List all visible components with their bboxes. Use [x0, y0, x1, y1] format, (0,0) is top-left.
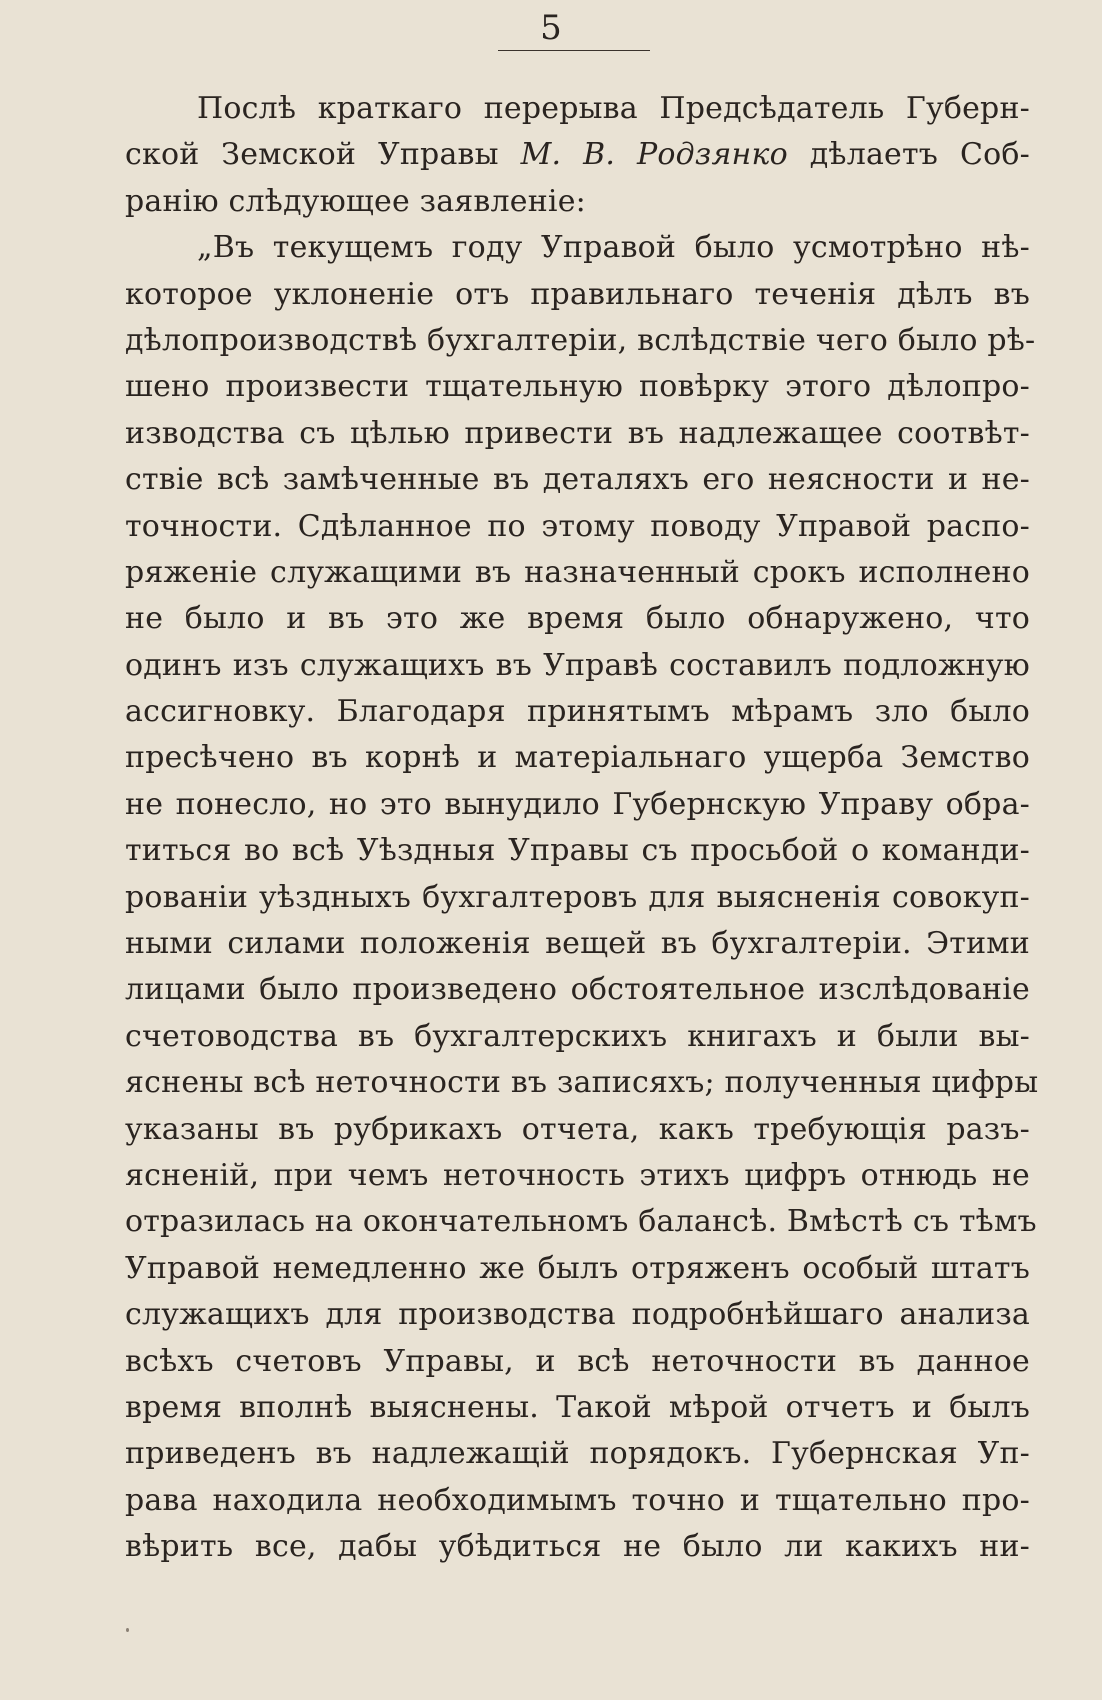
- text-line: Послѣ краткаго перерыва Предсѣдатель Губерн-: [197, 91, 1030, 126]
- text-line: которое уклоненіе отъ правильнаго теченія дѣлъ въ: [125, 276, 1030, 312]
- text-line: ранію слѣдующее заявленіе:: [125, 183, 586, 219]
- page-number-rule: [498, 50, 650, 51]
- text-line: служащихъ для производства подробнѣйшаго анализа: [125, 1297, 1030, 1333]
- text-fragment: дѣлаетъ Соб-: [809, 137, 1030, 173]
- text-line: не было и въ это же время было обнаружено, что: [125, 601, 1030, 637]
- text-line: „Въ текущемъ году Управой было усмотрѣно нѣ-: [197, 230, 1030, 266]
- chairman-name: М. В. Родзянко: [520, 137, 788, 173]
- text-line: дѣлопроизводствѣ бухгалтеріи, вслѣдствіе чего было рѣ-: [125, 322, 1036, 358]
- text-line: рава находила необходимымъ точно и тщательно про-: [125, 1482, 1030, 1518]
- text-line: ассигновку. Благодаря принятымъ мѣрамъ зло было: [125, 694, 1030, 730]
- text-line: лицами было произведено обстоятельное изслѣдованіе: [125, 972, 1030, 1008]
- text-line: шено произвести тщательную повѣрку этого дѣлопро-: [125, 369, 1030, 405]
- text-line: ными силами положенія вещей въ бухгалтеріи. Этими: [125, 926, 1030, 962]
- text-line: яснены всѣ неточности въ записяхъ; полученныя цифры: [125, 1065, 1039, 1101]
- page-number: 5: [540, 8, 562, 48]
- text-fragment: ской Земской Управы: [125, 137, 499, 173]
- text-line: [125, 132, 1030, 178]
- text-line: всѣхъ счетовъ Управы, и всѣ неточности въ данное: [125, 1343, 1030, 1379]
- paragraph-statement: [125, 225, 1039, 1570]
- body-text: [125, 86, 1039, 1571]
- ink-speck: [126, 1628, 129, 1632]
- text-line: вѣрить все, дабы убѣдиться не было ли какихъ ни-: [125, 1529, 1030, 1565]
- text-line: ясненій, при чемъ неточность этихъ цифръ отнюдь не: [125, 1157, 1030, 1193]
- text-line: отразилась на окончательномъ балансѣ. Вмѣстѣ съ тѣмъ: [125, 1204, 1037, 1240]
- text-line: ствіе всѣ замѣченные въ деталяхъ его неясности и не-: [125, 462, 1030, 498]
- paragraph-intro: [125, 86, 1030, 225]
- text-line: указаны въ рубрикахъ отчета, какъ требующія разъ-: [125, 1111, 1030, 1147]
- text-line: Управой немедленно же былъ отряженъ особый штатъ: [125, 1250, 1030, 1286]
- text-line: ряженіе служащими въ назначенный срокъ исполнено: [125, 554, 1030, 590]
- text-line: счетоводства въ бухгалтерскихъ книгахъ и были вы-: [125, 1018, 1030, 1054]
- text-line: приведенъ въ надлежащій порядокъ. Губернская Уп-: [125, 1436, 1030, 1472]
- text-line: изводства съ цѣлью привести въ надлежащее соотвѣт-: [125, 415, 1030, 451]
- text-line: рованіи уѣздныхъ бухгалтеровъ для выясненія совокуп-: [125, 879, 1030, 915]
- text-line: время вполнѣ выяснены. Такой мѣрой отчетъ и былъ: [125, 1389, 1030, 1425]
- text-line: пресѣчено въ корнѣ и матеріальнаго ущерба Земство: [125, 740, 1030, 776]
- text-line: титься во всѣ Уѣздныя Управы съ просьбой о команди-: [125, 833, 1030, 869]
- text-line: точности. Сдѣланное по этому поводу Управой распо-: [125, 508, 1030, 544]
- text-line: не понесло, но это вынудило Губернскую Управу обра-: [125, 786, 1030, 822]
- text-line: одинъ изъ служащихъ въ Управѣ составилъ подложную: [125, 647, 1030, 683]
